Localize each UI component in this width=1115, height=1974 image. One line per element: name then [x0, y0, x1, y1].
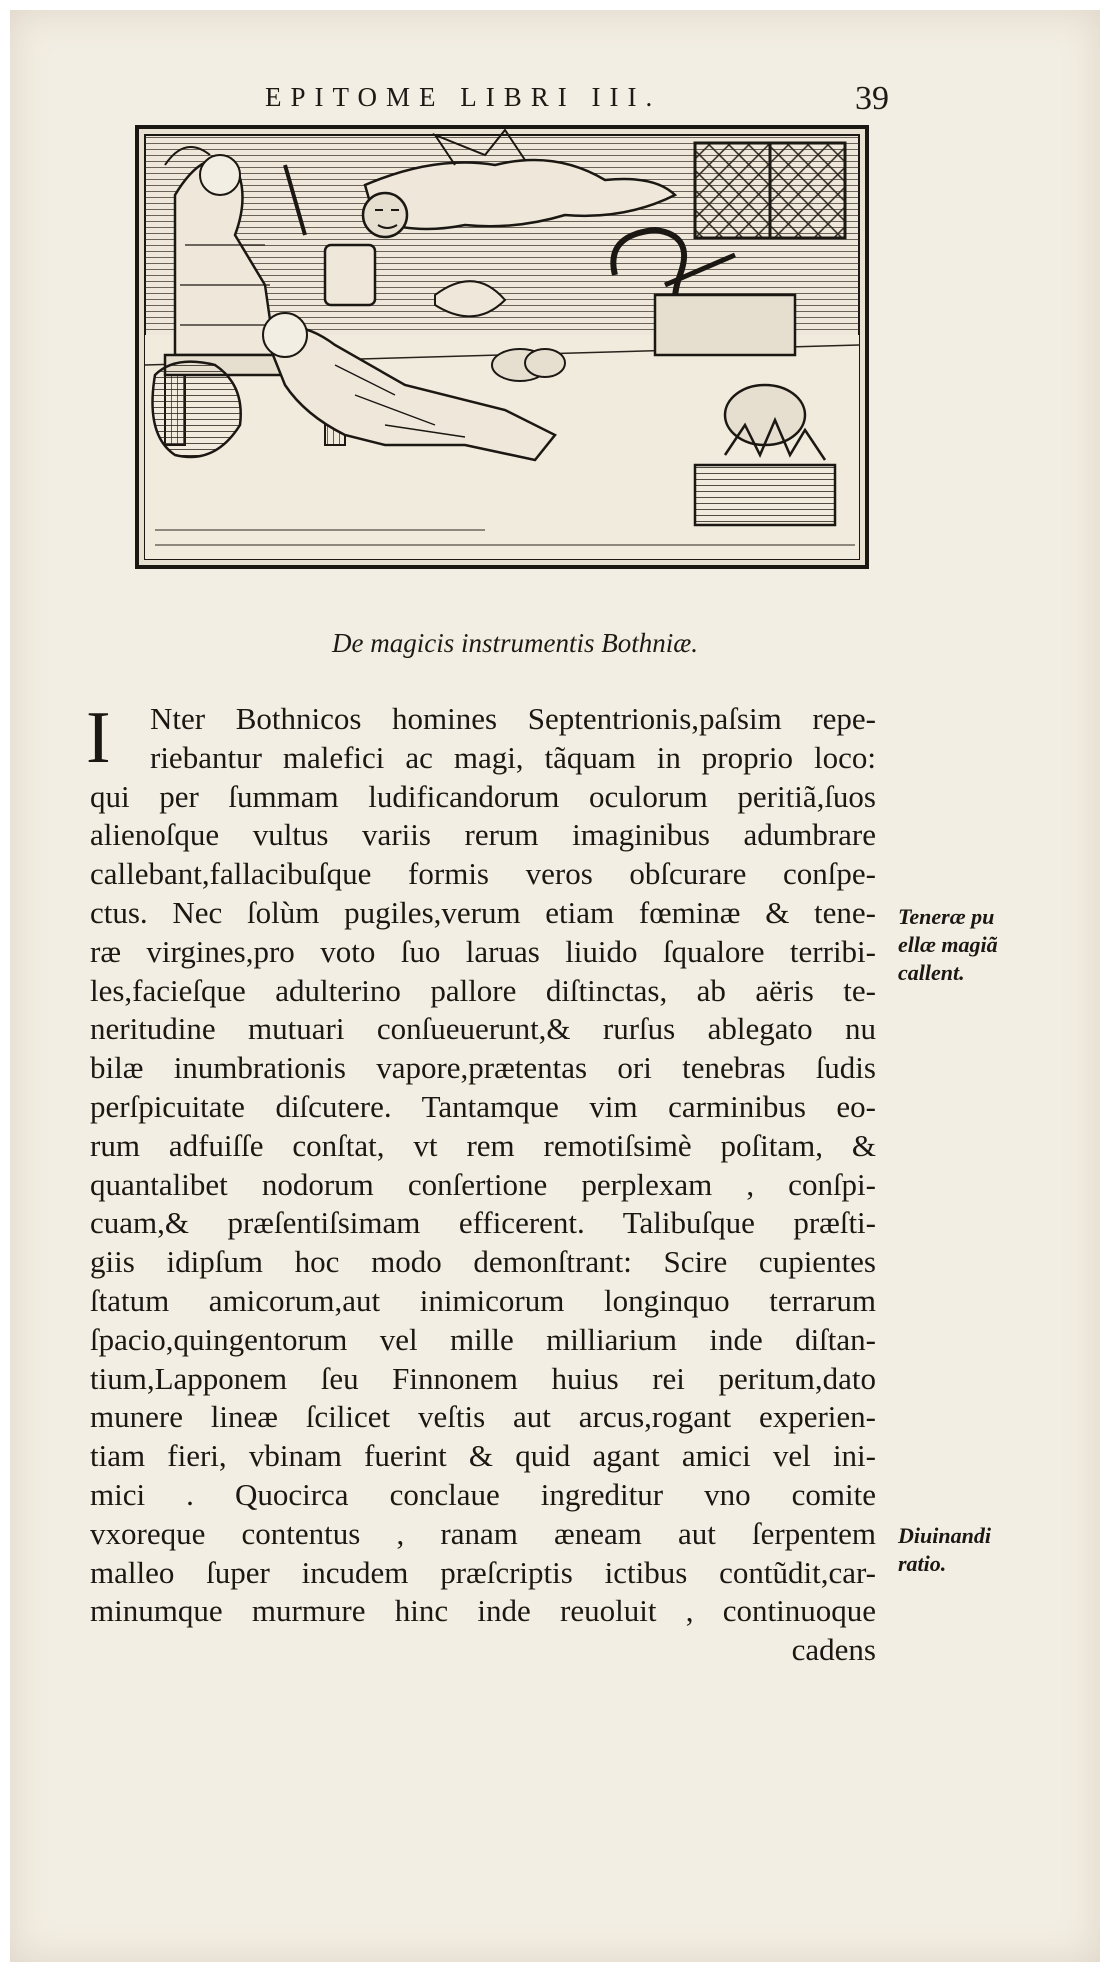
text-line: minumque murmure hinc inde reuoluit , continuoque — [90, 1593, 876, 1629]
text-line: giis idipſum hoc modo demonſtrant: Scire cupientes — [90, 1244, 876, 1280]
margin-note-line: ellæ magiã — [898, 932, 998, 957]
illustration-caption — [10, 628, 870, 659]
running-head: EPITOME LIBRI III. — [265, 82, 662, 112]
margin-note-teneræ — [898, 903, 1058, 987]
woodcut-illustration — [135, 125, 869, 569]
page-number: 39 — [855, 80, 889, 117]
text-line: vxoreque contentus , ranam æneam aut ſerpentem — [90, 1515, 876, 1551]
text-line: cuam,& præſentiſsimam efficerent. Talibuſque præſti- — [90, 1205, 876, 1241]
body-text — [90, 700, 876, 1670]
text-line: Nter Bothnicos homines Septentrionis,paſsim repe- — [150, 701, 876, 736]
text-line: perſpicuitate diſcutere. Tantamque vim carminibus eo- — [90, 1088, 876, 1124]
text-line: callebant,fallacibuſque formis veros obſcurare conſpe- — [90, 856, 876, 892]
margin-note-line: callent. — [898, 960, 965, 985]
text-line: ſpacio,quingentorum vel mille milliarium inde diſtan- — [90, 1321, 876, 1357]
text-line: neritudine mutuari conſueuerunt,& rurſus ablegato nu — [90, 1011, 876, 1047]
text-line: mici . Quocirca conclaue ingreditur vno comite — [90, 1476, 876, 1512]
text-line: tiam fieri, vbinam fuerint & quid agant amici vel ini- — [90, 1438, 876, 1474]
margin-note-line: Diuinandi — [898, 1523, 991, 1548]
text-line: ræ virgines,pro voto ſuo laruas liuido ſqualore terribi- — [90, 933, 876, 969]
margin-note-line: Teneræ pu — [898, 904, 995, 929]
text-line: munere lineæ ſcilicet veſtis aut arcus,rogant experien- — [90, 1399, 876, 1435]
text-line: les,facieſque adulterino pallore diſtinctas, ab aëris te- — [90, 972, 876, 1008]
text-line: quantalibet nodorum conſertione perplexam , conſpi- — [90, 1166, 876, 1202]
text-line: rum adfuiſſe conſtat, vt rem remotiſsimè poſitam, & — [90, 1127, 876, 1163]
text-line: ctus. Nec ſolùm pugiles,verum etiam fœminæ & tene- — [90, 894, 876, 930]
text-line: ſtatum amicorum,aut inimicorum longinquo terrarum — [90, 1282, 876, 1318]
margin-note-diuinandi — [898, 1522, 1058, 1578]
caption-text: De magicis instrumentis Bothniæ. — [332, 628, 698, 658]
text-line: riebantur malefici ac magi, tãquam in proprio loco: — [150, 739, 876, 775]
text-line: qui per ſummam ludificandorum oculorum peritiã,ſuos — [90, 778, 876, 814]
text-line: alienoſque vultus variis rerum imaginibus adumbrare — [90, 817, 876, 853]
text-line: tium,Lapponem ſeu Finnonem huius rei peritum,dato — [90, 1360, 876, 1396]
margin-note-line: ratio. — [898, 1551, 947, 1576]
catchword: cadens — [791, 1632, 876, 1668]
text-line: malleo ſuper incudem præſcriptis ictibus contũdit,car- — [90, 1554, 876, 1590]
text-line: bilæ inumbrationis vapore,prætentas ori tenebras ſudis — [90, 1050, 876, 1086]
drop-cap: I — [86, 697, 111, 779]
woodcut-image — [135, 125, 869, 569]
book-page — [10, 10, 1100, 1962]
